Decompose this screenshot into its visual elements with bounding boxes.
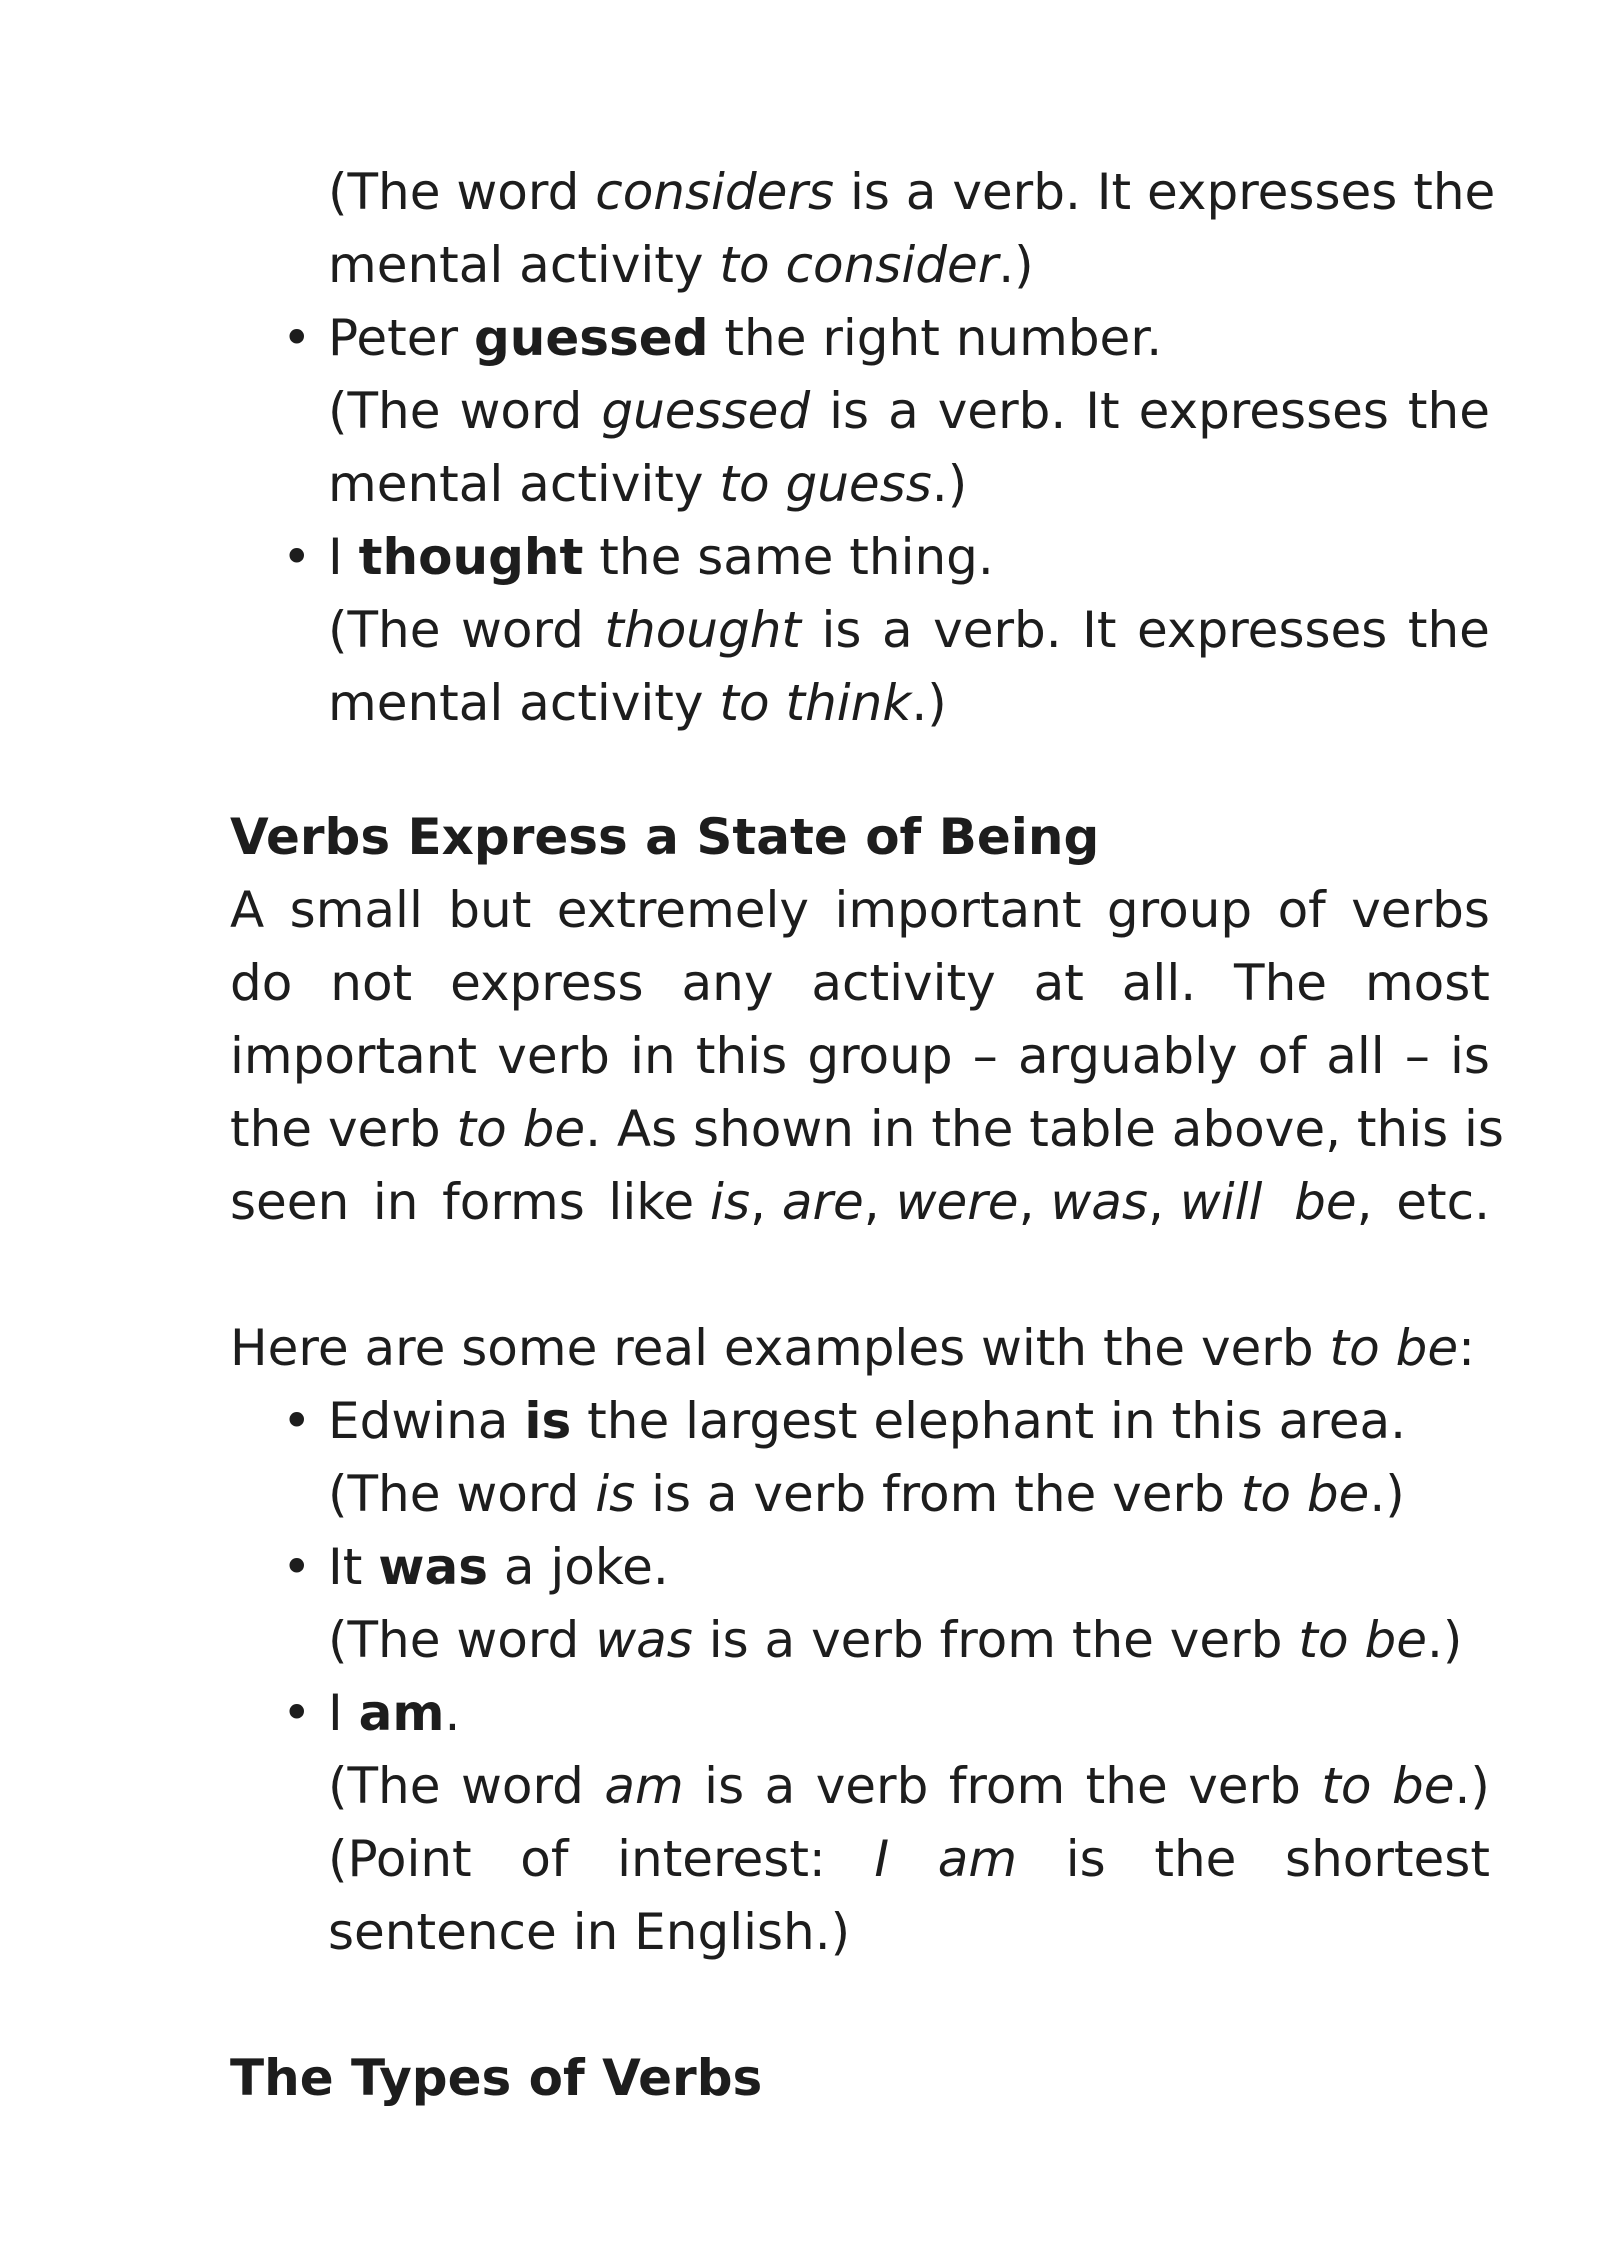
bullet-marker: • xyxy=(282,528,312,586)
example-note-thought: (The word thought is a verb. It expresses the xyxy=(328,601,1490,659)
bullet-marker: • xyxy=(282,1538,312,1596)
paragraph-line: do not express any activity at all. The most xyxy=(230,954,1490,1012)
section-heading-types-of-verbs: The Types of Verbs xyxy=(230,2049,763,2107)
example-sentence-joke: It was a joke. xyxy=(328,1538,669,1596)
bullet-marker: • xyxy=(282,1392,312,1450)
bullet-marker: • xyxy=(282,309,312,367)
example-note-joke: (The word was is a verb from the verb to be.) xyxy=(328,1611,1463,1669)
examples-intro: Here are some real examples with the verb to be: xyxy=(230,1319,1475,1377)
example-note-guessed-line2: mental activity to guess.) xyxy=(328,455,968,513)
example-sentence-thought: I thought the same thing. xyxy=(328,528,994,586)
example-note-thought-line2: mental activity to think.) xyxy=(328,674,947,732)
paragraph-line: A small but extremely important group of verbs xyxy=(230,881,1490,939)
section-heading-state-of-being: Verbs Express a State of Being xyxy=(230,808,1100,866)
example-note-edwina: (The word is is a verb from the verb to be.) xyxy=(328,1465,1405,1523)
example-note-point-of-interest: (Point of interest: I am is the shortest xyxy=(328,1830,1490,1888)
example-sentence-guessed: Peter guessed the right number. xyxy=(328,309,1163,367)
example-sentence-i-am: I am. xyxy=(328,1684,461,1742)
paragraph-line: the verb to be. As shown in the table above, this is xyxy=(230,1100,1504,1158)
paragraph-line: important verb in this group – arguably of all – is xyxy=(230,1027,1490,1085)
paragraph-line-forms: seen in forms like is, are, were, was, will be, etc. xyxy=(230,1173,1490,1231)
example-note-guessed: (The word guessed is a verb. It expresses the xyxy=(328,382,1490,440)
example-note-considers-line2: mental activity to consider.) xyxy=(328,236,1034,294)
example-note-considers: (The word considers is a verb. It expresses the xyxy=(328,163,1496,221)
example-sentence-edwina: Edwina is the largest elephant in this area. xyxy=(328,1392,1407,1450)
bullet-marker: • xyxy=(282,1684,312,1742)
example-note-point-of-interest-line2: sentence in English.) xyxy=(328,1903,851,1961)
example-note-i-am: (The word am is a verb from the verb to be.) xyxy=(328,1757,1490,1815)
